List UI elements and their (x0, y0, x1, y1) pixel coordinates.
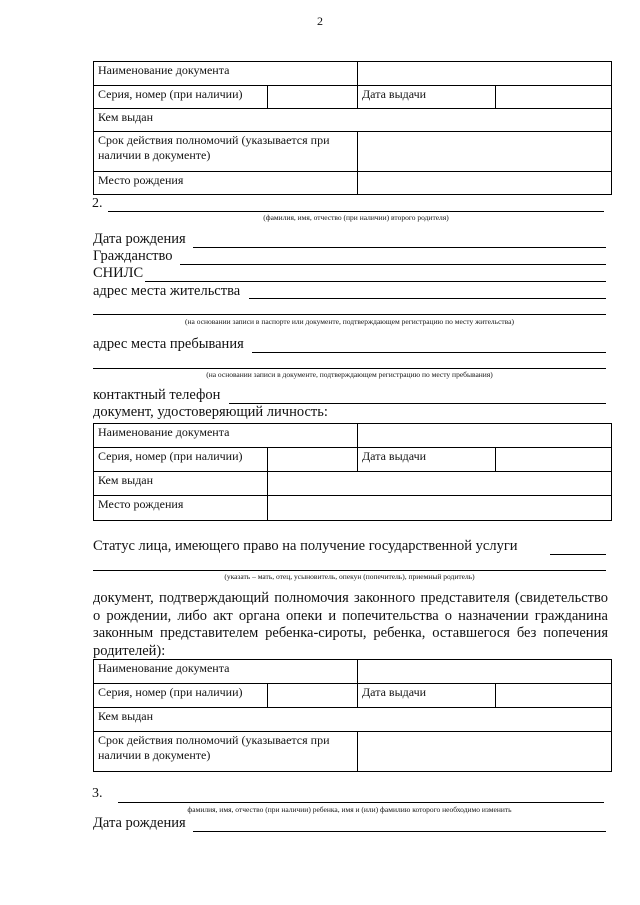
citizenship-line[interactable] (180, 264, 606, 265)
birthplace-field[interactable] (358, 172, 612, 195)
id-document-label: документ, удостоверяющий личность: (93, 404, 328, 420)
stay-line-1[interactable] (252, 352, 606, 353)
residence-caption: (на основании записи в паспорте или документе, подтверждающем регистрацию по месту жительства) (185, 317, 514, 326)
authority-term-field[interactable] (358, 732, 612, 772)
doc-name-field[interactable] (358, 424, 612, 448)
series-label: Серия, номер (при наличии) (94, 684, 268, 708)
stay-caption: (на основании записи в документе, подтверждающем регистрацию по месту пребывания) (206, 370, 493, 379)
residence-label: адрес места жительства (93, 283, 241, 299)
section-2-number: 2. (92, 196, 103, 211)
issued-by-field[interactable] (268, 472, 612, 496)
authority-term-field[interactable] (358, 132, 612, 172)
status-label: Статус лица, имеющего право на получение государственной услуги (93, 538, 518, 554)
stay-line-2[interactable] (93, 368, 606, 369)
series-label: Серия, номер (при наличии) (94, 448, 268, 472)
doc-name-label: Наименование документа (94, 424, 358, 448)
series-field[interactable] (268, 448, 358, 472)
doc-name-field[interactable] (358, 62, 612, 86)
issue-date-label: Дата выдачи (358, 448, 496, 472)
doc-name-field[interactable] (358, 660, 612, 684)
stay-label: адрес места пребывания (93, 336, 244, 352)
page-number: 2 (317, 14, 323, 28)
series-label: Серия, номер (при наличии) (94, 86, 268, 109)
series-field[interactable] (268, 86, 358, 109)
doc-name-label: Наименование документа (94, 62, 358, 86)
child-birth-date-label: Дата рождения (93, 815, 186, 831)
phone-label: контактный телефон (93, 387, 221, 403)
document-table-2 (93, 423, 612, 521)
birth-date-line[interactable] (193, 247, 606, 248)
authority-term-label: Срок действия полномочий (указывается при наличии в документе) (94, 132, 358, 172)
document-table-3 (93, 659, 612, 772)
document-table-1 (93, 61, 612, 195)
child-name-line[interactable] (118, 802, 604, 803)
second-parent-name-line[interactable] (108, 211, 604, 212)
issue-date-field[interactable] (496, 684, 612, 708)
child-birth-date-line[interactable] (193, 831, 606, 832)
citizenship-label: Гражданство (93, 248, 173, 264)
authority-document-paragraph: документ, подтверждающий полномочия законного представителя (свидетельство о рождении, либо акт органа опеки и попечительства о назначении гражданина законным представителем ребенка-сироты, ребенка, оставшегося без попечения родителей): (93, 590, 608, 659)
status-line-2[interactable] (93, 570, 606, 571)
authority-term-label: Срок действия полномочий (указывается при наличии в документе) (94, 732, 358, 772)
doc-name-label: Наименование документа (94, 660, 358, 684)
birth-date-label: Дата рождения (93, 231, 186, 247)
status-line-1[interactable] (550, 554, 606, 555)
issued-by-label: Кем выдан (94, 708, 612, 732)
birthplace-field[interactable] (268, 496, 612, 521)
issue-date-field[interactable] (496, 448, 612, 472)
second-parent-name-caption: (фамилия, имя, отчество (при наличии) второго родителя) (263, 213, 449, 222)
issued-by-label: Кем выдан (94, 472, 268, 496)
issue-date-label: Дата выдачи (358, 684, 496, 708)
birthplace-label: Место рождения (94, 496, 268, 521)
issue-date-field[interactable] (496, 86, 612, 109)
series-field[interactable] (268, 684, 358, 708)
child-name-caption: фамилия, имя, отчество (при наличии) ребенка, имя и (или) фамилию которого необходимо изменить (187, 805, 512, 814)
residence-line-2[interactable] (93, 314, 606, 315)
section-3-number: 3. (92, 786, 103, 801)
issue-date-label: Дата выдачи (358, 86, 496, 109)
issued-by-label: Кем выдан (94, 109, 612, 132)
snils-line[interactable] (145, 281, 606, 282)
status-caption: (указать – мать, отец, усыновитель, опекун (попечитель), приемный родитель) (224, 572, 475, 581)
snils-label: СНИЛС (93, 265, 144, 281)
residence-line-1[interactable] (249, 298, 606, 299)
birthplace-label: Место рождения (94, 172, 358, 195)
